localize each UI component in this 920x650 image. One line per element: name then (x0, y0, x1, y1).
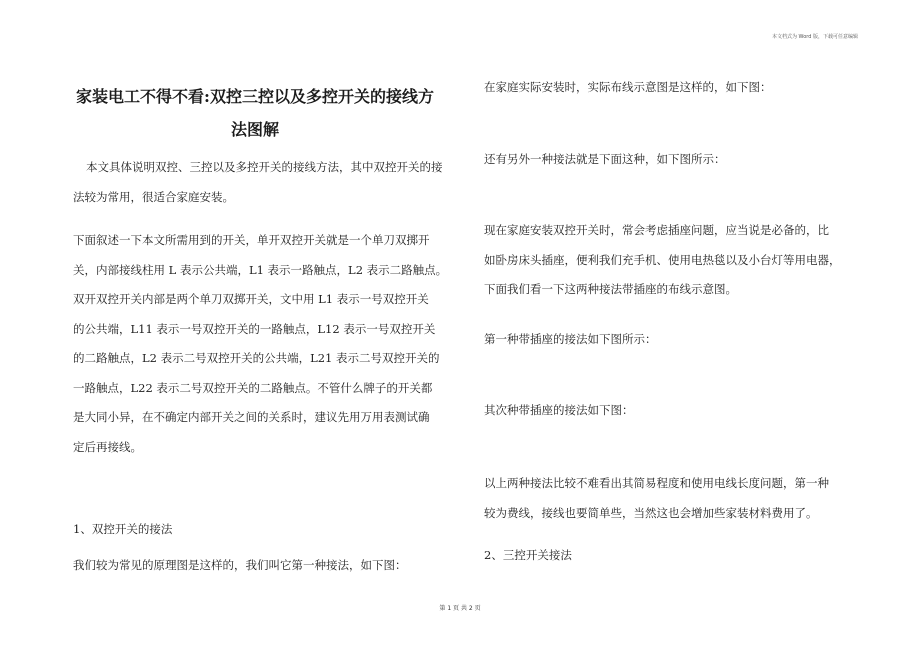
title-line: 家装电工不得不看:双控三控以及多控开关的接线方 (76, 87, 434, 106)
header-note: 本文档式为 Word 版，下载可任意编辑 (771, 34, 858, 40)
text-line: 的二路触点，L2 表示二号双控开关的公共端，L21 表示二号双控开关的 (73, 351, 440, 365)
title-line: 法图解 (230, 120, 279, 139)
text-line: 是大同小异，在不确定内部开关之间的关系时，建议先用万用表测试确 (73, 410, 430, 424)
paragraph-first-socket-method: 第一种带插座的接法如下图所示： (484, 332, 657, 346)
paragraph-second-socket-method: 其次种带插座的接法如下图： (484, 403, 634, 417)
text-line: 双开双控开关内部是两个单刀双掷开关，文中用 L1 表示一号双控开关 (73, 292, 429, 306)
text-line: 下面叙述一下本文所需用到的开关，单开双控开关就是一个单刀双掷开 (73, 233, 430, 247)
text-line: 法较为常用，很适合家庭安装。 (73, 189, 234, 204)
text-line: 关，内部接线柱用 L 表示公共端，L1 表示一路触点，L2 表示二路触点。 (73, 262, 448, 277)
page-footer: 第 1 页 共 2 页 (439, 605, 481, 612)
section-heading-2: 2、三控开关接法 (484, 548, 572, 562)
paragraph-first-method: 我们较为常见的原理图是这样的，我们叫它第一种接法，如下图： (73, 558, 407, 572)
text-line: 本文具体说明双控、三控以及多控开关的接线方法，其中双控开关的接 (86, 160, 443, 174)
text-line: 一路触点，L22 表示二号双控开关的二路触点。不管什么牌子的开关都 (73, 380, 433, 395)
paragraph-other-method: 还有另外一种接法就是下面这种，如下图所示： (484, 152, 726, 166)
text-line: 的公共端，L11 表示一号双控开关的一路触点，L12 表示一号双控开关 (73, 321, 436, 336)
intro-paragraph (73, 153, 443, 212)
text-line: 下面我们看一下这两种接法带插座的布线示意图。 (484, 282, 737, 296)
text-line: 较为费线，接线也要简单些，当然这也会增加些家装材料费用了。 (484, 505, 818, 520)
section-heading-1: 1、双控开关的接法 (73, 522, 173, 536)
text-line: 如卧房床头插座，便利我们充手机、使用电热毯以及小台灯等用电器， (484, 252, 841, 267)
text-line: 定后再接线。 (73, 439, 142, 454)
paragraph-socket (484, 216, 841, 305)
text-line: 以上两种接法比较不难看出其简易程度和使用电线长度问题，第一种 (484, 476, 829, 490)
document-title (60, 80, 450, 146)
switch-description-paragraph (73, 226, 447, 462)
paragraph-actual-wiring: 在家庭实际安装时，实际布线示意图是这样的，如下图： (484, 80, 772, 94)
paragraph-comparison (484, 469, 829, 528)
text-line: 现在家庭安装双控开关时，常会考虑插座问题，应当说是必备的，比 (484, 223, 829, 237)
